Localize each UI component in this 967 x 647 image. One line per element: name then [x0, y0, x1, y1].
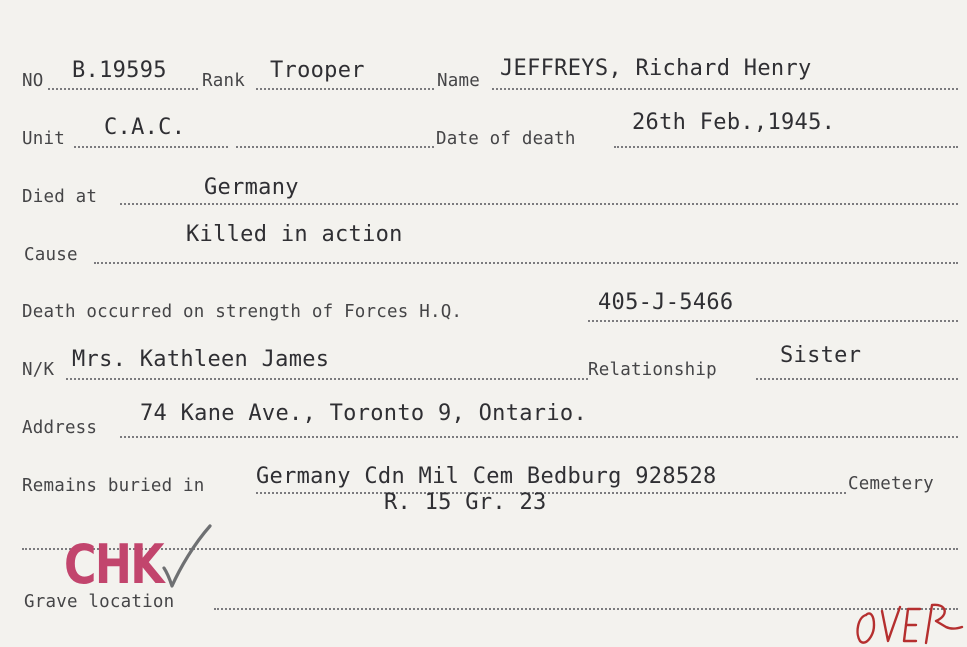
- rank-label: Rank: [202, 71, 245, 91]
- cause-dotted-line: [94, 262, 958, 264]
- checkmark-icon: [158, 522, 218, 594]
- next-of-kin-label: N/K: [22, 360, 55, 380]
- relationship-value: Sister: [780, 343, 862, 368]
- next-of-kin-value: Mrs. Kathleen James: [72, 347, 330, 372]
- relationship-label: Relationship: [588, 360, 717, 380]
- cause-label: Cause: [24, 245, 78, 265]
- relationship-dotted-line: [756, 378, 958, 380]
- date-of-death-label: Date of death: [436, 129, 576, 149]
- rank-value: Trooper: [270, 58, 365, 83]
- remains-label: Remains buried in: [22, 476, 205, 496]
- no-dotted-line: [48, 88, 198, 90]
- unit-dotted-line: [74, 146, 228, 148]
- date-of-death-value: 26th Feb.,1945.: [632, 110, 836, 135]
- address-label: Address: [22, 418, 98, 438]
- nk-dotted-line: [66, 378, 588, 380]
- grave-location-label: Grave location: [24, 592, 175, 612]
- remains-dotted-line: [256, 492, 846, 494]
- strength-dotted-line: [588, 320, 958, 322]
- name-label: Name: [437, 71, 480, 91]
- died-at-dotted-line: [120, 203, 958, 205]
- chk-stamp: CHK: [64, 533, 163, 596]
- service-number: B.19595: [72, 58, 167, 83]
- grave-dotted-line: [214, 608, 958, 610]
- died-at-value: Germany: [204, 175, 299, 200]
- cemetery-label: Cemetery: [848, 474, 934, 494]
- remains-value: Germany Cdn Mil Cem Bedburg 928528: [256, 464, 717, 489]
- name-value: JEFFREYS, Richard Henry: [500, 56, 812, 81]
- no-label: NO: [22, 71, 44, 91]
- address-dotted-line: [120, 436, 958, 438]
- handwritten-over: [850, 597, 965, 647]
- unit-value: C.A.C.: [104, 115, 186, 140]
- strength-value: 405-J-5466: [598, 290, 734, 315]
- address-value: 74 Kane Ave., Toronto 9, Ontario.: [140, 401, 587, 426]
- remains-value-2: R. 15 Gr. 23: [384, 490, 547, 515]
- died-at-label: Died at: [22, 187, 98, 207]
- unit-label: Unit: [22, 129, 65, 149]
- cause-value: Killed in action: [186, 222, 403, 247]
- rank-dotted-line: [256, 88, 434, 90]
- name-dotted-line: [492, 88, 958, 90]
- strength-label: Death occurred on strength of Forces H.Q.: [22, 302, 463, 322]
- unit-dotted-line-2: [236, 146, 434, 148]
- date-dotted-line: [614, 146, 958, 148]
